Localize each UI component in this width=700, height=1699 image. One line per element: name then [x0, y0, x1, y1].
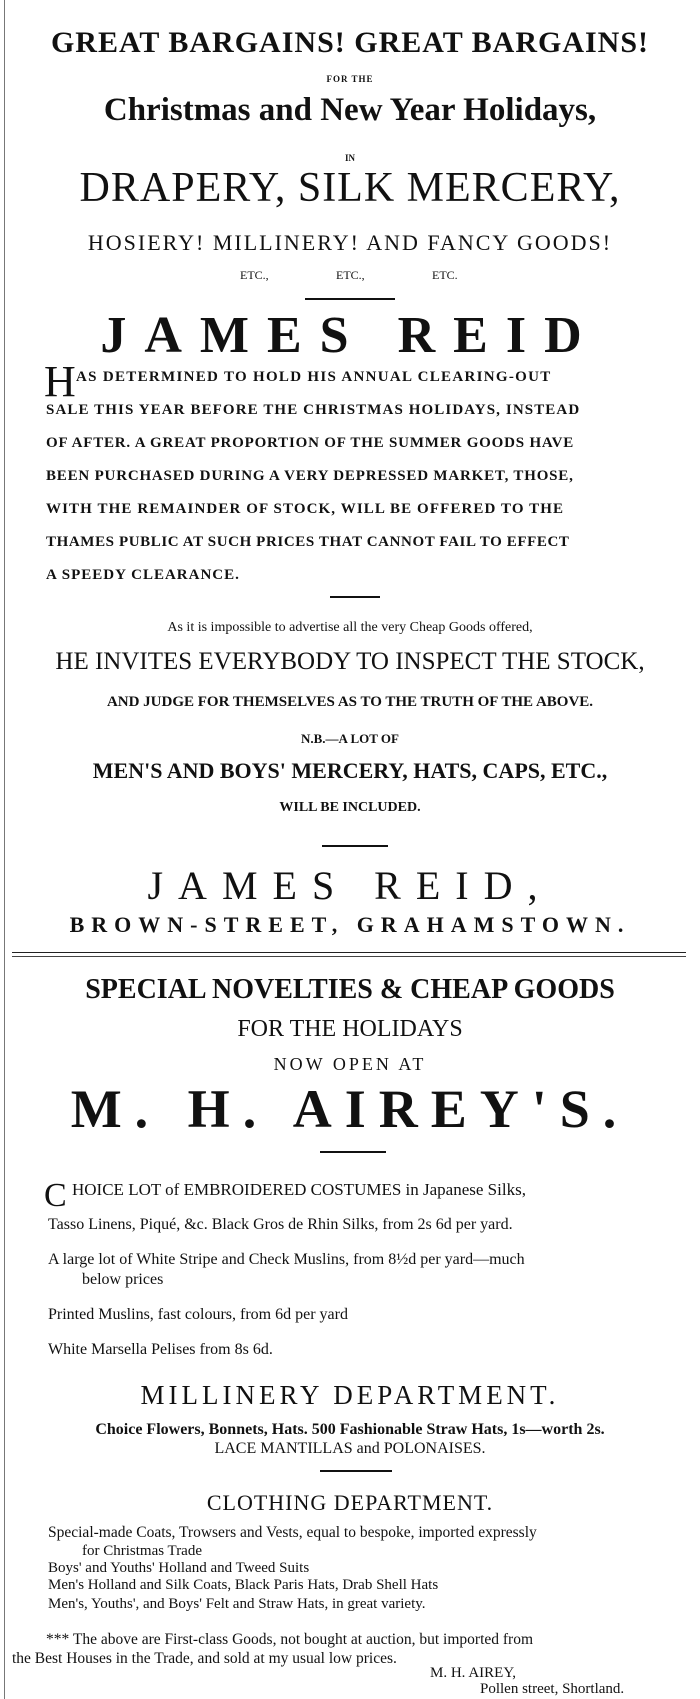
body-line: THAMES PUBLIC AT SUCH PRICES THAT CANNOT FAIL TO EFFECT [46, 534, 570, 550]
for-the: FOR THE [326, 74, 374, 84]
body-line: AS DETERMINED TO HOLD HIS ANNUAL CLEARING-OUT [76, 369, 552, 385]
clothing-line: Men's Holland and Silk Coats, Black Paris Hats, Drab Shell Hats [48, 1577, 439, 1593]
drapery-heading: DRAPERY, SILK MERCERY, [79, 165, 621, 211]
signature-name: M. H. AIREY, [430, 1665, 516, 1681]
item-line: Printed Muslins, fast colours, from 6d per yard [48, 1306, 348, 1323]
etc-3: ETC. [432, 268, 458, 282]
item-line: HOICE LOT of EMBROIDERED COSTUMES in Japanese Silks, [72, 1180, 526, 1199]
ad-separator [12, 956, 686, 957]
item-line: White Marsella Pelises from 8s 6d. [48, 1341, 273, 1358]
body-line: WITH THE REMAINDER OF STOCK, WILL BE OFFERED TO THE [46, 501, 565, 517]
etc-2: ETC., [336, 268, 365, 282]
footer-line: the Best Houses in the Trade, and sold at my usual low prices. [12, 1650, 397, 1667]
drop-cap: H [44, 357, 76, 406]
divider [330, 596, 380, 598]
signature-address: Pollen street, Shortland. [480, 1681, 625, 1697]
for-the-holidays: FOR THE HOLIDAYS [237, 1016, 463, 1042]
james-reid-title: JAMES REID [100, 307, 600, 364]
judge-line: AND JUDGE FOR THEMSELVES AS TO THE TRUTH OF THE ABOVE. [106, 694, 594, 710]
item-line: A large lot of White Stripe and Check Muslins, from 8½d per yard—much [48, 1251, 525, 1268]
impossible-line: As it is impossible to advertise all the very Cheap Goods offered, [167, 620, 533, 635]
nb-line: N.B.—A LOT OF [300, 731, 399, 746]
headline: GREAT BARGAINS! GREAT BARGAINS! [50, 26, 650, 59]
clothing-line: Special-made Coats, Trowsers and Vests, equal to bespoke, imported expressly [48, 1524, 537, 1541]
signature-address: BROWN-STREET, GRAHAMSTOWN. [69, 912, 631, 937]
divider [320, 1151, 386, 1153]
etc-1: ETC., [240, 268, 269, 282]
millinery-line: LACE MANTILLAS and POLONAISES. [214, 1440, 486, 1457]
divider [305, 298, 395, 300]
mens-line: MEN'S AND BOYS' MERCERY, HATS, CAPS, ETC., [92, 758, 608, 783]
item-line: below prices [82, 1271, 164, 1288]
footer-line: *** The above are First-class Goods, not bought at auction, but imported from [46, 1631, 534, 1648]
millinery-title: MILLINERY DEPARTMENT. [140, 1380, 560, 1410]
signature-name: JAMES REID, [147, 863, 553, 908]
body-line: OF AFTER. A GREAT PROPORTION OF THE SUMMER GOODS HAVE [46, 435, 575, 451]
divider [322, 845, 388, 847]
body-line: SALE THIS YEAR BEFORE THE CHRISTMAS HOLIDAYS, INSTEAD [46, 402, 581, 418]
millinery-line: Choice Flowers, Bonnets, Hats. 500 Fashionable Straw Hats, 1s—worth 2s. [95, 1421, 605, 1438]
hosiery-heading: HOSIERY! MILLINERY! AND FANCY GOODS! [87, 230, 613, 255]
clothing-title: CLOTHING DEPARTMENT. [206, 1490, 494, 1515]
in-word: IN [344, 153, 355, 163]
drop-cap: C [44, 1177, 67, 1214]
divider [320, 1470, 392, 1472]
airey-title: M. H. AIREY'S. [70, 1079, 630, 1139]
ad-separator [12, 952, 686, 953]
clothing-line: Boys' and Youths' Holland and Tweed Suits [48, 1560, 310, 1576]
clothing-line: Men's, Youths', and Boys' Felt and Straw Hats, in great variety. [48, 1596, 426, 1612]
now-open: NOW OPEN AT [273, 1054, 427, 1074]
clothing-line: for Christmas Trade [82, 1543, 202, 1559]
holidays-heading: Christmas and New Year Holidays, [103, 92, 597, 128]
body-line: BEEN PURCHASED DURING A VERY DEPRESSED MARKET, THOSE, [46, 468, 574, 484]
included-line: WILL BE INCLUDED. [279, 800, 421, 815]
invites-line: HE INVITES EVERYBODY TO INSPECT THE STOCK, [55, 648, 645, 675]
body-line: A SPEEDY CLEARANCE. [46, 567, 240, 583]
special-novelties: SPECIAL NOVELTIES & CHEAP GOODS [85, 974, 615, 1005]
item-line: Tasso Linens, Piqué, &c. Black Gros de Rhin Silks, from 2s 6d per yard. [48, 1216, 513, 1233]
